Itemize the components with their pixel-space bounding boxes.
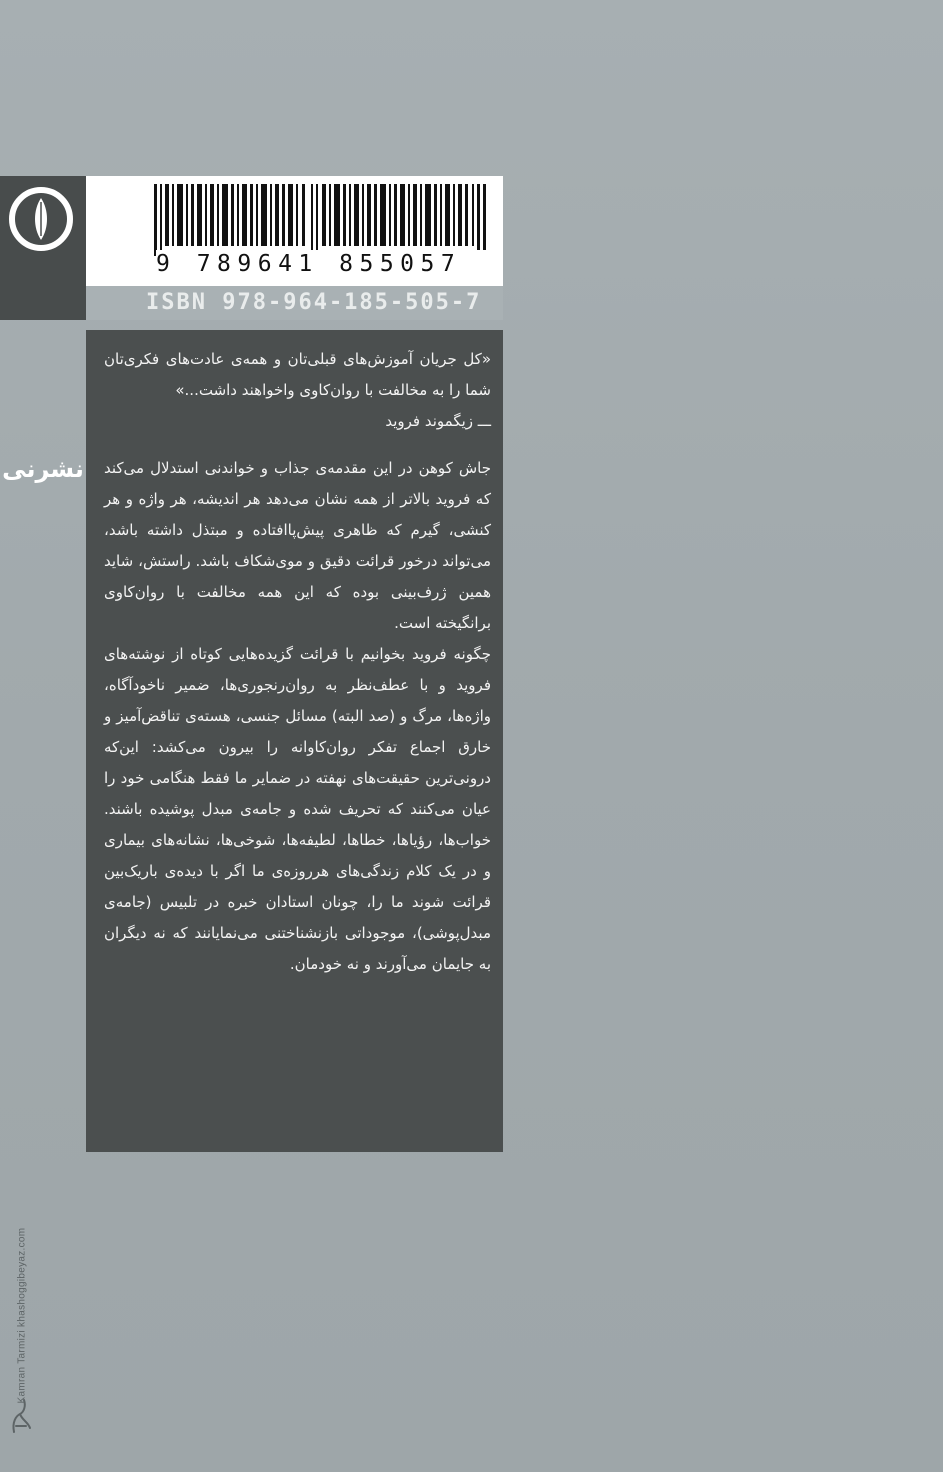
publisher-name: نشرنی xyxy=(2,455,84,483)
blurb-panel xyxy=(86,330,503,1152)
spacer xyxy=(104,437,491,453)
barcode-number: 9 789641 855057 xyxy=(156,250,486,278)
quote-author: ـــ زیگموند فروید xyxy=(385,412,491,430)
designer-credit xyxy=(12,1168,32,1408)
isbn-strip xyxy=(86,286,503,320)
barcode xyxy=(86,176,503,286)
blurb-paragraph-2: چگونه فروید بخوانیم با قرائت گزیده‌هایی کوتاه از نوشته‌های فروید و با عطف‌نظر به روان‌رنجوری‌ها، ضمیر ناخودآگاه، واژه‌ها، مرگ و (صد البته) مسائل جنسی، هسته‌ی تناقض‌آمیز و خارق اجماع تفکر روان‌کاوانه را بیرون می‌کشد: این‌که درونی‌ترین حقیقت‌های نهفته در ضمایر ما فقط هنگامی خود را عیان می‌کنند که تحریف شده و جامه‌ی مبدل پوشیده باشند. خواب‌ها، رؤیاها، خطاها، لطیفه‌ها، شوخی‌ها، نشانه‌های بیماری و در یک کلام زندگی‌های هرروزه‌ی ما اگر با دیده‌ی باریک‌بین قرائت شوند ما را، چونان استادان خبره در تلبیس (جامه‌ی مبدل‌پوشی)، موجوداتی بازنشناختنی می‌نمایانند که نه دیگران به جایمان می‌آورند و نه خودمان. xyxy=(104,645,491,973)
signature-icon xyxy=(8,1392,34,1436)
credit-text: Kamran Tarmizi khashoggibeyaz.com xyxy=(16,1227,28,1404)
blurb-paragraph-1: جاش کوهن در این مقدمه‌ی جذاب و خواندنی استدلال می‌کند که فروید بالاتر از همه نشان می‌دهد هر اندیشه، هر واژه و هر کنشی، گیرم که ظاهری پیش‌پاافتاده و مبتذل داشته باشد، می‌تواند درخور قرائت دقیق و موی‌شکاف باشد. راستش، شاید همین ژرف‌بینی بوده که این همه مخالفت با روان‌کاوی برانگیخته است. xyxy=(104,459,491,632)
leaf-circle-icon xyxy=(8,186,74,252)
publisher-logo-block xyxy=(0,176,86,483)
isbn-label: ISBN 978-964-185-505-7 xyxy=(146,290,482,315)
blurb-quote: «کل جریان آموزش‌های قبلی‌تان و همه‌ی عادت‌های فکری‌تان شما را به مخالفت با روان‌کاوی وا‌خواهند داشت...» xyxy=(104,350,491,399)
barcode-bars xyxy=(154,184,486,256)
